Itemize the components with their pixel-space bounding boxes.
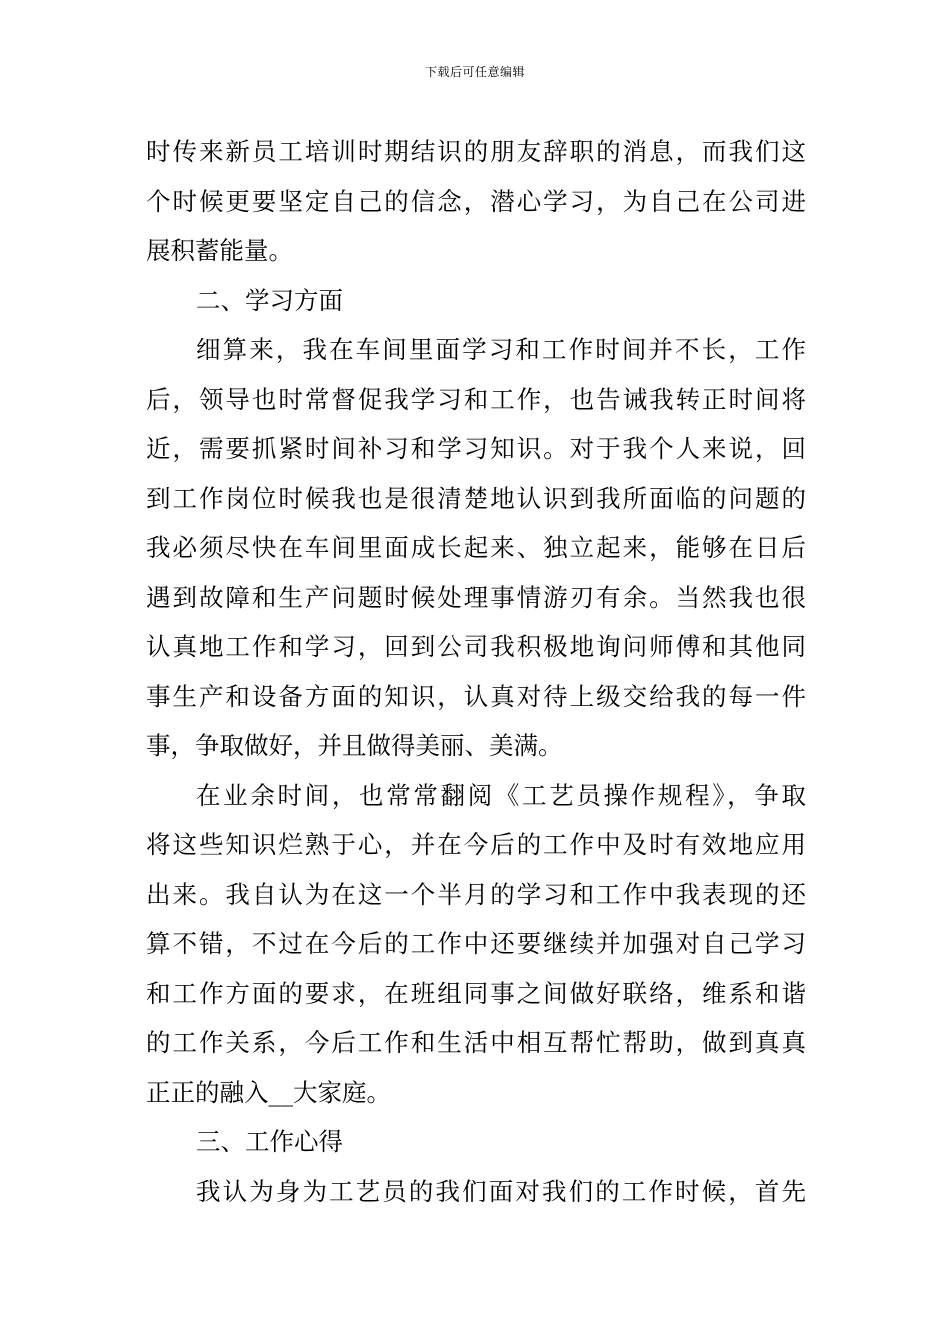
text-line: 出来。我自认为在这一个半月的学习和工作中我表现的还 <box>146 879 806 909</box>
text-line: 个时候更要坚定自己的信念，潜心学习，为自己在公司进 <box>146 186 806 216</box>
page-header: 下载后可任意编辑 <box>424 65 525 79</box>
text-line: 细算来，我在车间里面学习和工作时间并不长，工作 <box>196 335 806 364</box>
text-line: 算不错，不过在今后的工作中还要继续并加强对自己学习 <box>146 929 806 958</box>
text-line: 的工作关系，今后工作和生活中相互帮忙帮助，做到真真 <box>146 1028 806 1057</box>
text-line: 后，领导也时常督促我学习和工作，也告诫我转正时间将 <box>146 384 806 414</box>
text-line: 在业余时间，也常常翻阅《工艺员操作规程》，争取 <box>196 780 806 810</box>
text-line: 近，需要抓紧时间补习和学习知识。对于我个人来说，回 <box>146 434 806 463</box>
text-line: 我必须尽快在车间里面成长起来、独立起来，能够在日后 <box>146 533 806 562</box>
text-line: 认真地工作和学习，回到公司我积极地询问师傅和其他同 <box>146 632 806 661</box>
document-body <box>146 127 806 1216</box>
text-line: 和工作方面的要求，在班组同事之间做好联络，维系和谐 <box>146 978 806 1008</box>
text-line: 将这些知识烂熟于心，并在今后的工作中及时有效地应用 <box>146 830 806 859</box>
text-line: 三、工作心得 <box>196 1127 343 1156</box>
text-line: 展积蓄能量。 <box>146 236 293 265</box>
text-line: 时传来新员工培训时期结识的朋友辞职的消息，而我们这 <box>146 137 806 166</box>
text-line: 到工作岗位时候我也是很清楚地认识到我所面临的问题的 <box>146 483 806 513</box>
text-line: 事，争取做好，并且做得美丽、美满。 <box>146 731 563 760</box>
text-line: 正正的融入__大家庭。 <box>146 1077 391 1107</box>
text-line: 我认为身为工艺员的我们面对我们的工作时候，首先 <box>196 1176 806 1206</box>
text-line: 遇到故障和生产问题时候处理事情游刃有余。当然我也很 <box>146 582 806 612</box>
text-line: 事生产和设备方面的知识，认真对待上级交给我的每一件 <box>146 681 806 711</box>
text-line: 二、学习方面 <box>196 285 343 315</box>
